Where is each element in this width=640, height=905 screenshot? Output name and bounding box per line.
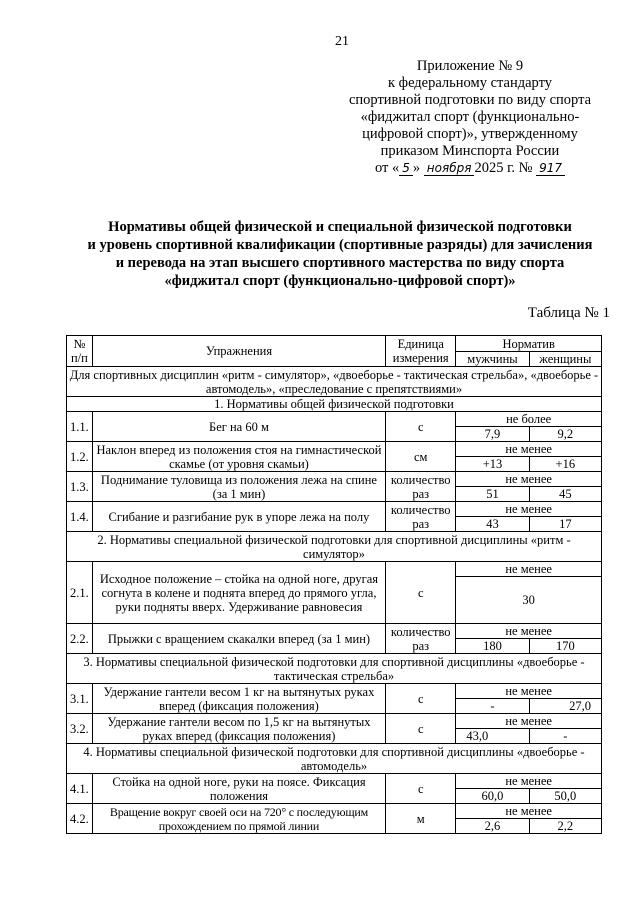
row-no: 4.1. <box>67 774 93 804</box>
value-women: 50,0 <box>529 789 601 804</box>
row-qualifier: не менее <box>456 562 602 577</box>
row-no: 1.4. <box>67 502 93 532</box>
header-men: мужчины <box>456 352 529 367</box>
section-title-row <box>67 744 602 774</box>
title-line: «фиджитал спорт (функционально-цифровой спорт)» <box>164 273 516 289</box>
page-number: 21 <box>335 34 349 49</box>
table-row <box>67 412 602 427</box>
value-women: 45 <box>529 487 601 502</box>
header-row <box>67 336 602 352</box>
title-line: и уровень спортивной квалификации (спортивные разряды) для зачисления <box>87 237 593 253</box>
row-qualifier: не менее <box>456 502 602 517</box>
value-men: 180 <box>456 639 529 654</box>
appendix-header <box>345 58 595 177</box>
value-men: 60,0 <box>456 789 529 804</box>
value-men: 43 <box>456 517 529 532</box>
row-no: 3.1. <box>67 684 93 714</box>
row-exercise: Поднимание туловища из положения лежа на спине (за 1 мин) <box>92 472 385 502</box>
document-title <box>60 218 620 290</box>
appendix-line: цифровой спорт)», утвержденному <box>362 126 578 142</box>
row-qualifier: не менее <box>456 472 602 487</box>
value-men: 43,0 <box>456 729 529 744</box>
table-row <box>67 472 602 487</box>
date-prefix: от « <box>374 160 400 176</box>
row-unit: см <box>386 442 456 472</box>
row-unit: количество раз <box>386 472 456 502</box>
row-no: 4.2. <box>67 804 93 834</box>
appendix-line: спортивной подготовки по виду спорта <box>348 92 592 108</box>
row-unit: с <box>386 774 456 804</box>
section-title-row <box>67 532 602 562</box>
table-row <box>67 804 602 819</box>
title-line: Нормативы общей физической и специальной физической подготовки <box>108 219 572 235</box>
date-mid: » <box>412 160 421 176</box>
row-qualifier: не менее <box>456 442 602 457</box>
header-unit: Единица измерения <box>386 336 456 367</box>
table-row <box>67 714 602 729</box>
row-qualifier: не менее <box>456 684 602 699</box>
table-row <box>67 774 602 789</box>
value-women: +16 <box>529 457 601 472</box>
row-qualifier: не менее <box>456 624 602 639</box>
table-row <box>67 624 602 639</box>
row-no: 3.2. <box>67 714 93 744</box>
value-men: - <box>456 699 529 714</box>
section-title-row <box>67 654 602 684</box>
section-title: 2. Нормативы специальной физической подготовки для спортивной дисциплины «ритм - симулятор» <box>67 532 602 562</box>
appendix-line: к федеральному стандарту <box>388 75 552 91</box>
row-exercise: Наклон вперед из положения стоя на гимнастической скамье (от уровня скамьи) <box>92 442 385 472</box>
table-row <box>67 562 602 577</box>
row-unit: количество раз <box>386 502 456 532</box>
appendix-line: «фиджитал спорт (функционально- <box>360 109 580 125</box>
section-title-row <box>67 397 602 412</box>
scope-note-row <box>67 367 602 397</box>
value-women: - <box>529 729 601 744</box>
table-row <box>67 684 602 699</box>
value-men: 2,6 <box>456 819 529 834</box>
row-qualifier: не более <box>456 412 602 427</box>
row-qualifier: не менее <box>456 804 602 819</box>
value-men: 51 <box>456 487 529 502</box>
row-exercise: Удержание гантели весом по 1,5 кг на вытянутых руках вперед (фиксация положения) <box>92 714 385 744</box>
value-women: 9,2 <box>529 427 601 442</box>
value-women: 2,2 <box>529 819 601 834</box>
row-unit: с <box>386 412 456 442</box>
row-unit: с <box>386 684 456 714</box>
norms-table <box>66 335 602 834</box>
row-unit: количество раз <box>386 624 456 654</box>
row-exercise: Вращение вокруг своей оси на 720° с последующим прохождением по прямой линии <box>92 804 385 834</box>
value-combined: 30 <box>456 577 602 624</box>
order-date-line <box>345 160 595 177</box>
row-exercise: Исходное положение – стойка на одной ноге, другая согнута в колене и поднята вперед до прямого угла, руки подняты вверх. Удерживание равновесия <box>92 562 385 624</box>
value-women: 17 <box>529 517 601 532</box>
row-exercise: Стойка на одной ноге, руки на поясе. Фиксация положения <box>92 774 385 804</box>
appendix-line: приказом Минспорта России <box>380 143 560 159</box>
value-women: 170 <box>529 639 601 654</box>
row-no: 2.1. <box>67 562 93 624</box>
row-no: 2.2. <box>67 624 93 654</box>
header-women: женщины <box>529 352 601 367</box>
header-exercise: Упражнения <box>92 336 385 367</box>
value-men: 7,9 <box>456 427 529 442</box>
header-no: № п/п <box>67 336 93 367</box>
handwritten-day: 5 <box>399 161 413 176</box>
row-exercise: Прыжки с вращением скакалки вперед (за 1 мин) <box>92 624 385 654</box>
section-title: 3. Нормативы специальной физической подготовки для спортивной дисциплины «двоеборье - тактическая стрельба» <box>67 654 602 684</box>
section-title: 4. Нормативы специальной физической подготовки для спортивной дисциплины «двоеборье - автомодель» <box>67 744 602 774</box>
row-unit: с <box>386 714 456 744</box>
row-exercise: Удержание гантели весом 1 кг на вытянутых руках вперед (фиксация положения) <box>92 684 385 714</box>
row-unit: м <box>386 804 456 834</box>
row-qualifier: не менее <box>456 714 602 729</box>
table-row <box>67 502 602 517</box>
row-no: 1.3. <box>67 472 93 502</box>
appendix-line: Приложение № 9 <box>416 58 524 74</box>
year-text: 2025 г. № <box>474 160 533 176</box>
row-exercise: Бег на 60 м <box>92 412 385 442</box>
row-no: 1.2. <box>67 442 93 472</box>
row-exercise: Сгибание и разгибание рук в упоре лежа на полу <box>92 502 385 532</box>
value-men: +13 <box>456 457 529 472</box>
table-row <box>67 442 602 457</box>
title-line: и перевода на этап высшего спортивного мастерства по виду спорта <box>115 255 565 271</box>
row-unit: с <box>386 562 456 624</box>
handwritten-month: ноября <box>424 161 475 176</box>
scope-note: Для спортивных дисциплин «ритм - симулятор», «двоеборье - тактическая стрельба», «двоеборье - автомодель», «преследование с препятствиями» <box>67 367 602 397</box>
row-no: 1.1. <box>67 412 93 442</box>
handwritten-order-number: 917 <box>536 161 565 176</box>
section-title: 1. Нормативы общей физической подготовки <box>67 397 602 412</box>
row-qualifier: не менее <box>456 774 602 789</box>
table-label: Таблица № 1 <box>527 305 610 321</box>
header-norm: Норматив <box>456 336 602 352</box>
value-women: 27,0 <box>529 699 601 714</box>
